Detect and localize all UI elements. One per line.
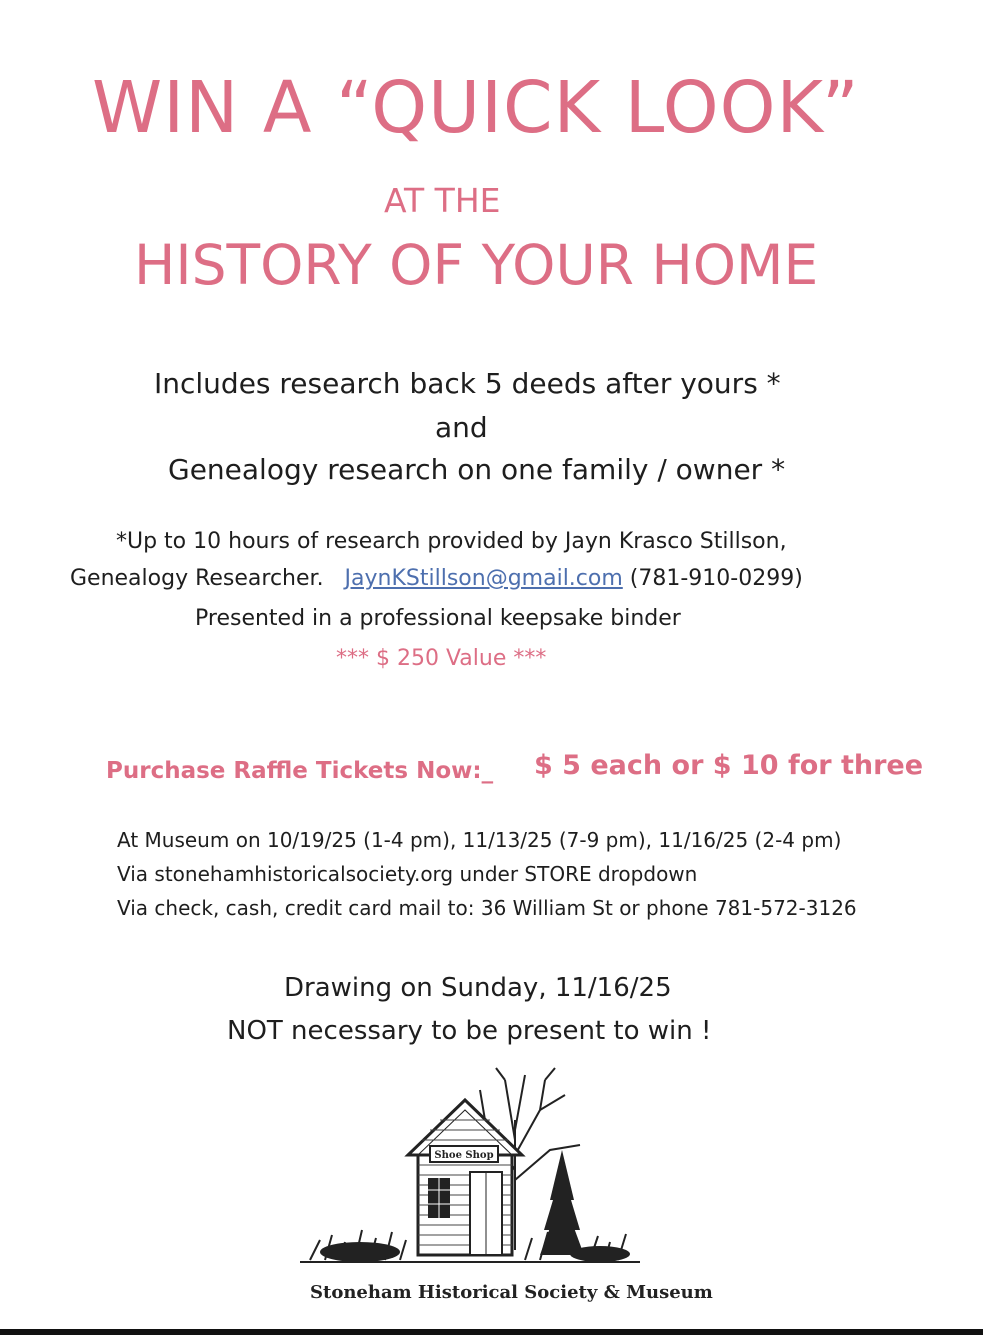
- house-icon: [408, 1100, 522, 1255]
- email-link[interactable]: JaynKStillson@gmail.com: [344, 566, 623, 591]
- includes-line-and: and: [435, 411, 488, 444]
- bottom-edge-bar: [0, 1329, 983, 1335]
- society-name: Stoneham Historical Society & Museum: [310, 1282, 713, 1303]
- binder-note: Presented in a professional keepsake binder: [195, 606, 681, 631]
- researcher-title: Genealogy Researcher.: [70, 566, 324, 591]
- includes-line-deeds: Includes research back 5 deeds after yours *: [154, 367, 781, 400]
- shop-sign: Shoe Shop: [434, 1150, 494, 1161]
- includes-line-genealogy: Genealogy research on one family / owner *: [168, 453, 786, 486]
- researcher-contact: [70, 568, 803, 590]
- shoe-shop-illustration: [300, 1060, 640, 1270]
- drawing-date: Drawing on Sunday, 11/16/25: [284, 973, 672, 1003]
- researcher-phone: (781-910-0299): [629, 566, 803, 591]
- tickets-price: $ 5 each or $ 10 for three: [534, 750, 924, 781]
- flyer-subtitle-connector: AT THE: [384, 181, 501, 220]
- flyer-title: WIN A “QUICK LOOK”: [92, 66, 860, 149]
- tickets-label: Purchase Raffle Tickets Now:_: [106, 758, 494, 784]
- purchase-location-museum: At Museum on 10/19/25 (1-4 pm), 11/13/25 (7-9 pm), 11/16/25 (2-4 pm): [117, 828, 842, 852]
- purchase-location-website: Via stonehamhistoricalsociety.org under STORE dropdown: [117, 862, 698, 886]
- research-hours-note: *Up to 10 hours of research provided by Jayn Krasco Stillson,: [116, 529, 787, 554]
- value-badge: *** $ 250 Value ***: [336, 646, 547, 671]
- drawing-note: NOT necessary to be present to win !: [227, 1016, 712, 1046]
- flyer-subtitle: HISTORY OF YOUR HOME: [134, 233, 819, 297]
- purchase-location-mail: Via check, cash, credit card mail to: 36 William St or phone 781-572-3126: [117, 896, 857, 920]
